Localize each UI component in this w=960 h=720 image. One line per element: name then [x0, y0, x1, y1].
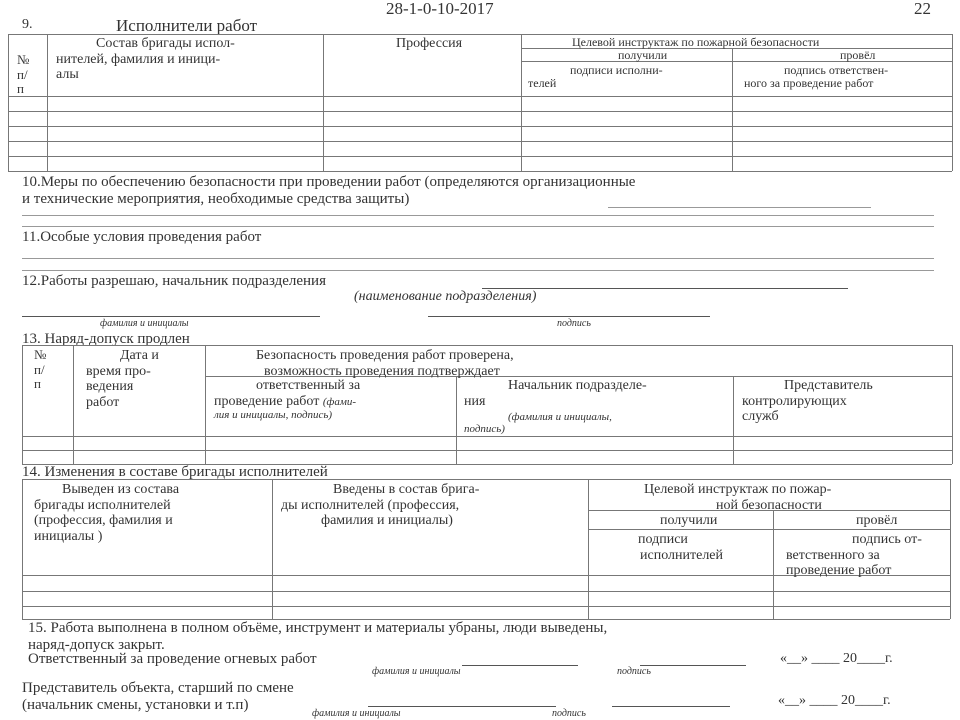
- section-15-representative-label: Представитель объекта, старший по смене (начальник смены, установки и т.п): [22, 680, 294, 713]
- section-15-name-caption: фамилия и инициалы: [372, 666, 461, 677]
- section-12-name-line[interactable]: [22, 316, 320, 317]
- s9-col-no-header: № п/ п: [17, 52, 30, 97]
- section-11-fill-line[interactable]: [22, 258, 934, 259]
- section-15-sign-line[interactable]: [640, 665, 746, 666]
- section-11-fill-line[interactable]: [22, 270, 934, 271]
- s14-col-briefing-header: Целевой инструктаж по пожар- ной безопасности: [644, 482, 832, 513]
- s13-col-safety-header: Безопасность проведения работ проверена, возможность проведения подтверждает: [256, 348, 514, 379]
- s9-col-conducted-sign-header: подпись ответствен- ного за проведение работ: [744, 63, 889, 91]
- s14-col-received-sign-header: подписи исполнителей: [638, 532, 724, 563]
- s9-col-briefing-header: Целевой инструктаж по пожарной безопасности: [572, 35, 820, 49]
- s14-col-removed-header: Выведен из состава бригады исполнителей (профессия, фамилия и инициалы ): [34, 482, 180, 545]
- s13-col-chief-header: Начальник подразделе- ния: [464, 378, 647, 409]
- document-number: 28-1-0-10-2017: [386, 0, 494, 18]
- section-15-name-line[interactable]: [462, 665, 578, 666]
- s9-col-team-header: Состав бригады испол- нителей, фамилия и иници- алы: [56, 36, 235, 83]
- s9-col-profession-header: Профессия: [396, 36, 463, 51]
- section-13-title: 13. Наряд-допуск продлен: [22, 331, 190, 347]
- section-12-sign-line[interactable]: [428, 316, 710, 317]
- section-12-unit-caption: (наименование подразделения): [354, 289, 537, 304]
- section-12-sign-caption: подпись: [557, 318, 591, 329]
- s13-col-no-header: № п/ п: [34, 347, 47, 392]
- s9-col-received-header: получили: [618, 48, 668, 62]
- section-15-date-2[interactable]: «__» ____ 20____г.: [778, 693, 891, 708]
- section-10-fill-line[interactable]: [22, 215, 934, 216]
- section-15-name-line-2[interactable]: [368, 706, 556, 707]
- section-15-text: 15. Работа выполнена в полном объёме, инструмент и материалы убраны, люди выведены, наряд-допуск закрыт.: [28, 620, 608, 653]
- s14-col-received-header: получили: [660, 513, 718, 528]
- s14-col-conducted-header: провёл: [856, 513, 898, 528]
- section-10-text: 10.Меры по обеспечению безопасности при проведении работ (определяются организационные и технические мероприятия, необходимые средства защиты): [22, 174, 636, 207]
- s9-col-received-sign-header: подписи исполни- телей: [528, 63, 663, 91]
- s14-col-added-header: Введены в состав брига- ды исполнителей (профессия, фамилия и инициалы): [281, 482, 480, 529]
- section-15-sign-caption-2: подпись: [552, 708, 586, 719]
- section-15-name-caption-2: фамилия и инициалы: [312, 708, 401, 719]
- section-12-unit-line[interactable]: [482, 288, 848, 289]
- section-15-sign-caption: подпись: [617, 666, 651, 677]
- section-9-title: Исполнители работ: [116, 16, 258, 35]
- section-9-number: 9.: [22, 17, 33, 32]
- s9-col-conducted-header: провёл: [840, 48, 876, 62]
- s13-col-chief-hint: (фамилия и инициалы, подпись): [464, 411, 612, 436]
- section-12-title: 12.Работы разрешаю, начальник подразделения: [22, 273, 326, 289]
- s13-col-date-header: Дата и время про- ведения работ: [86, 348, 159, 411]
- section-15-date-1[interactable]: «__» ____ 20____г.: [780, 651, 893, 666]
- section-10-fill-line[interactable]: [608, 207, 871, 208]
- s13-col-control-header: Представитель контролирующих служб: [742, 378, 873, 425]
- section-11-title: 11.Особые условия проведения работ: [22, 229, 262, 245]
- section-15-sign-line-2[interactable]: [612, 706, 730, 707]
- s14-col-conducted-sign-header: подпись от- ветственного за проведение работ: [786, 532, 922, 579]
- page-number: 22: [914, 0, 931, 18]
- s13-col-responsible-header: ответственный за проведение работ (фами- лия и инициалы, подпись): [214, 378, 361, 422]
- section-12-name-caption: фамилия и инициалы: [100, 318, 189, 329]
- section-15-responsible-label: Ответственный за проведение огневых работ: [28, 651, 317, 667]
- section-14-title: 14. Изменения в составе бригады исполнителей: [22, 464, 328, 480]
- section-10-fill-line[interactable]: [22, 226, 934, 227]
